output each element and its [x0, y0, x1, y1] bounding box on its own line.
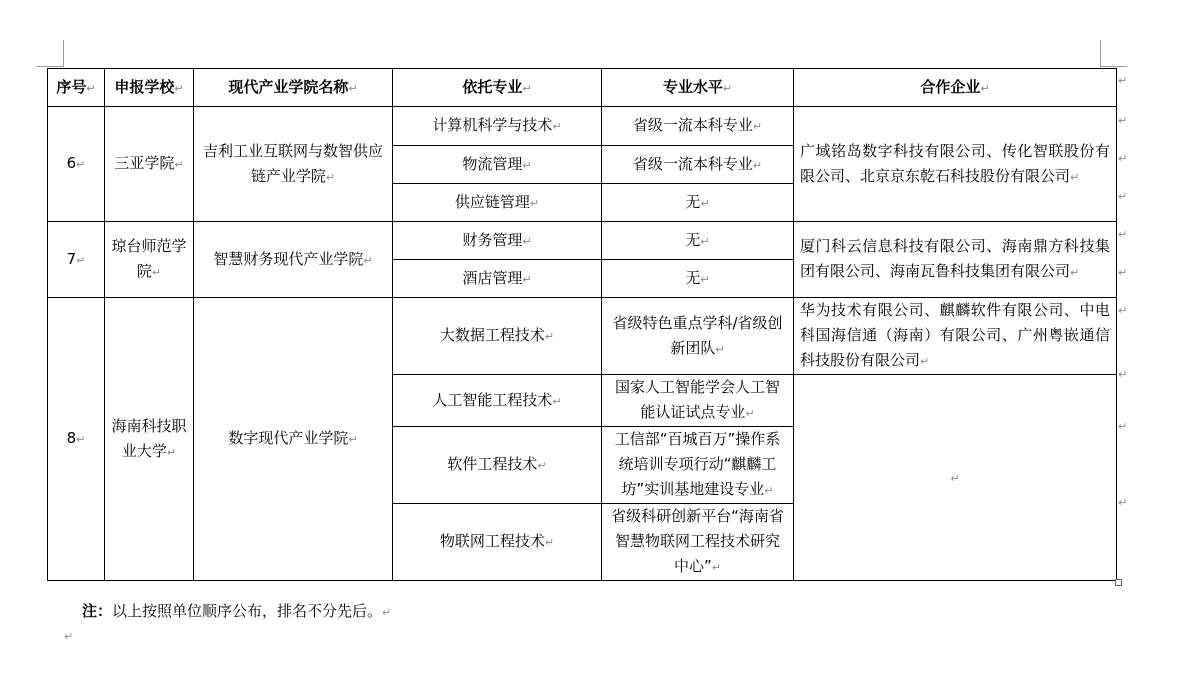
cell-level: 工信部“百城百万”操作系统培训专项行动“麒麟工坊”实训基地建设专业↵ — [602, 427, 794, 504]
cell-college: 智慧财务现代产业学院↵ — [194, 222, 393, 298]
cell-school: 海南科技职业大学↵ — [105, 298, 194, 581]
cell-partners: 广域铭岛数字科技有限公司、传化智联股份有限公司、北京京东乾石科技股份有限公司↵ — [794, 107, 1117, 222]
cell-college: 数字现代产业学院↵ — [194, 298, 393, 581]
row-end-mark: ↵ — [1118, 368, 1128, 381]
cell-no: 8↵ — [48, 298, 105, 581]
cell-partners-empty: ↵ — [794, 375, 1117, 581]
cell-level: 省级一流本科专业↵ — [602, 107, 794, 146]
header-partners: 合作企业↵ — [794, 69, 1117, 107]
crop-mark-top-left-h — [37, 66, 64, 67]
row-end-mark: ↵ — [1118, 74, 1128, 87]
row-end-mark: ↵ — [1118, 228, 1128, 241]
cell-level: 省级科研创新平台“海南省智慧物联网工程技术研究中心”↵ — [602, 504, 794, 581]
table-header-row — [48, 69, 1117, 107]
footnote-label: 注： — [82, 602, 113, 620]
cell-major: 供应链管理↵ — [393, 184, 602, 222]
cell-no: 7↵ — [48, 222, 105, 298]
cell-partners: 厦门科云信息科技有限公司、海南鼎方科技集团有限公司、海南瓦鲁科技集团有限公司↵ — [794, 222, 1117, 298]
cell-level: 无↵ — [602, 260, 794, 298]
cell-major: 大数据工程技术↵ — [393, 298, 602, 375]
footnote-text: 以上按照单位顺序公布，排名不分先后。 — [112, 602, 383, 620]
cell-major: 人工智能工程技术↵ — [393, 375, 602, 427]
row-end-mark: ↵ — [1118, 266, 1128, 279]
cell-level: 国家人工智能学会人工智能认证试点专业↵ — [602, 375, 794, 427]
cell-school: 三亚学院↵ — [105, 107, 194, 222]
header-school: 申报学校↵ — [105, 69, 194, 107]
row-end-mark: ↵ — [1118, 496, 1128, 509]
cell-school: 琼台师范学院↵ — [105, 222, 194, 298]
paragraph-mark: ↵ — [64, 630, 74, 643]
cell-major: 计算机科学与技术↵ — [393, 107, 602, 146]
cell-major: 酒店管理↵ — [393, 260, 602, 298]
cell-major: 物联网工程技术↵ — [393, 504, 602, 581]
cell-major: 软件工程技术↵ — [393, 427, 602, 504]
cell-major: 财务管理↵ — [393, 222, 602, 260]
row-end-mark: ↵ — [1118, 190, 1128, 203]
row-end-mark: ↵ — [1118, 420, 1128, 433]
cell-no: 6↵ — [48, 107, 105, 222]
table-row — [48, 222, 1117, 260]
table-row — [48, 298, 1117, 375]
row-end-mark: ↵ — [1118, 152, 1128, 165]
cell-level: 省级特色重点学科/省级创新团队↵ — [602, 298, 794, 375]
footnote: 注：以上按照单位顺序公布，排名不分先后。↵ — [82, 602, 392, 620]
header-level: 专业水平↵ — [602, 69, 794, 107]
row-end-mark: ↵ — [1118, 304, 1128, 317]
row-end-mark: ↵ — [1118, 114, 1128, 127]
cell-college: 吉利工业互联网与数智供应链产业学院↵ — [194, 107, 393, 222]
table-row — [48, 107, 1117, 146]
industry-college-table — [47, 68, 1117, 581]
header-major: 依托专业↵ — [393, 69, 602, 107]
table-resize-handle[interactable] — [1115, 579, 1122, 586]
crop-mark-top-right-h — [1100, 66, 1127, 67]
header-college: 现代产业学院名称↵ — [194, 69, 393, 107]
cell-level: 无↵ — [602, 222, 794, 260]
crop-mark-top-left-v — [63, 40, 64, 66]
cell-level: 无↵ — [602, 184, 794, 222]
cell-partners: 华为技术有限公司、麒麟软件有限公司、中电科国海信通（海南）有限公司、广州粤嵌通信科技股份有限公司↵ — [794, 298, 1117, 375]
cell-major: 物流管理↵ — [393, 146, 602, 184]
crop-mark-top-right-v — [1100, 40, 1101, 66]
header-no: 序号↵ — [48, 69, 105, 107]
cell-level: 省级一流本科专业↵ — [602, 146, 794, 184]
